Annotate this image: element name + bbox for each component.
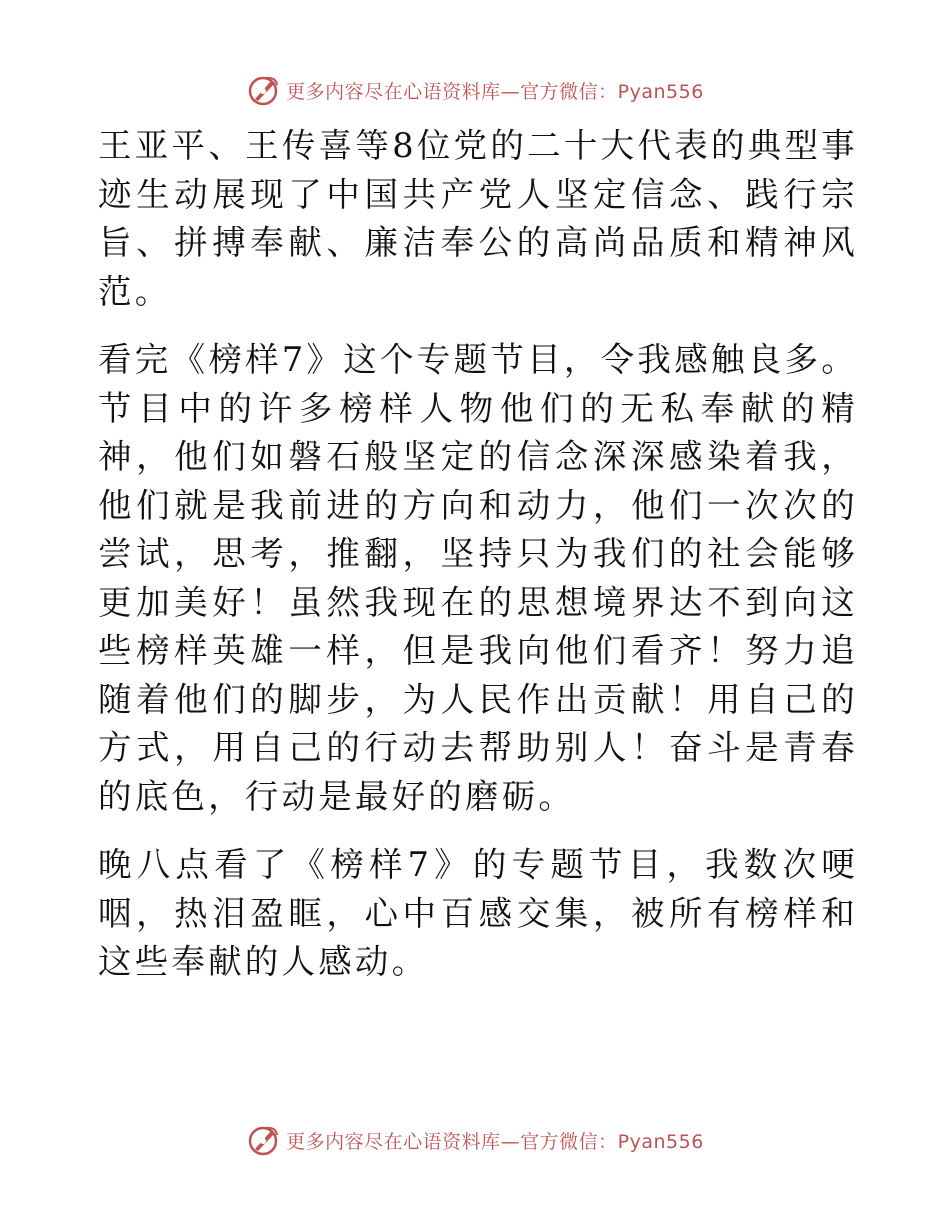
footer-watermark	[0, 1120, 950, 1160]
watermark-text: 更多内容尽在心语资料库—官方微信：Pyan556	[286, 1130, 704, 1153]
document-body	[98, 122, 858, 1007]
quill-logo-icon	[246, 1123, 280, 1157]
header-watermark	[0, 70, 950, 110]
paragraph-2: 看完《榜样7》这个专题节目，令我感触良多。节目中的许多榜样人物他们的无私奉献的精神，他们如磐石般坚定的信念深深感染着我，他们就是我前进的方向和动力，他们一次次的尝试，思考，推翻，坚持只为我们的社会能够更加美好！虽然我现在的思想境界达不到向这些榜样英雄一样，但是我向他们看齐！努力追随着他们的脚步，为人民作出贡献！用自己的方式，用自己的行动去帮助别人！奋斗是青春的底色，行动是最好的磨砺。	[98, 340, 858, 816]
quill-logo-icon	[246, 73, 280, 107]
watermark-text: 更多内容尽在心语资料库—官方微信：Pyan556	[286, 80, 704, 103]
paragraph-1: 王亚平、王传喜等8位党的二十大代表的典型事迹生动展现了中国共产党人坚定信念、践行宗旨、拼搏奉献、廉洁奉公的高尚品质和精神风范。	[98, 126, 858, 311]
watermark-id: Pyan556	[617, 1130, 704, 1153]
paragraph-3: 晚八点看了《榜样7》的专题节目，我数次哽咽，热泪盈眶，心中百感交集，被所有榜样和这些奉献的人感动。	[98, 845, 858, 981]
watermark-id: Pyan556	[617, 80, 704, 103]
